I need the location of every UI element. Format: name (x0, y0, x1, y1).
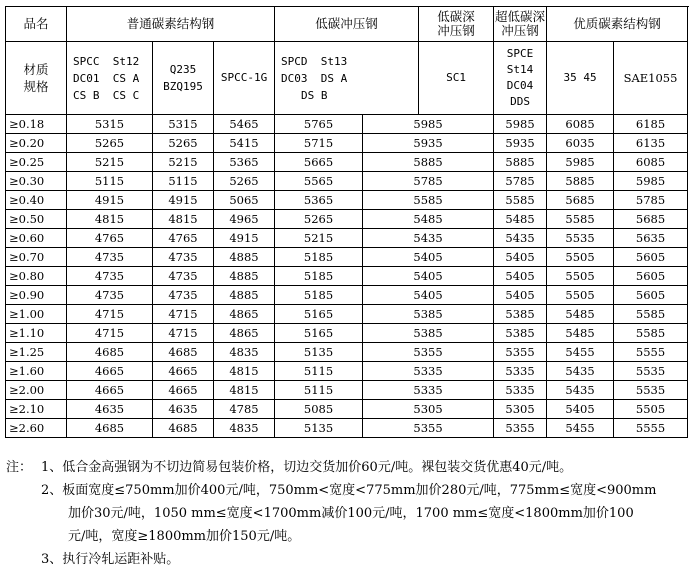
price-cell: 5315 (153, 115, 214, 134)
price-cell: 4685 (153, 419, 214, 438)
price-cell: 4815 (67, 210, 153, 229)
header-caizhi-guige: 材质 规格 (6, 42, 67, 115)
note-1 (6, 456, 690, 479)
row-grade: ≥1.60 (6, 362, 67, 381)
row-grade: ≥0.25 (6, 153, 67, 172)
price-cell: 5355 (494, 419, 547, 438)
price-cell: 5115 (275, 381, 363, 400)
price-cell: 5265 (67, 134, 153, 153)
price-cell: 5355 (363, 343, 494, 362)
price-cell: 5305 (494, 400, 547, 419)
price-cell: 5365 (275, 191, 363, 210)
price-cell: 4865 (214, 324, 275, 343)
price-cell: 5465 (214, 115, 275, 134)
price-cell: 5505 (614, 400, 688, 419)
price-cell: 4665 (67, 362, 153, 381)
header-group-common-carbon: 普通碳素结构钢 (67, 7, 275, 42)
row-grade: ≥2.00 (6, 381, 67, 400)
price-cell: 5765 (275, 115, 363, 134)
price-cell: 5685 (614, 210, 688, 229)
price-cell: 5585 (614, 324, 688, 343)
price-cell: 5585 (547, 210, 614, 229)
row-grade: ≥0.60 (6, 229, 67, 248)
note-3 (6, 548, 690, 571)
price-cell: 5585 (614, 305, 688, 324)
notes-section (6, 456, 690, 571)
price-cell: 4785 (214, 400, 275, 419)
price-cell: 5265 (275, 210, 363, 229)
price-cell: 5935 (363, 134, 494, 153)
price-cell: 4735 (153, 248, 214, 267)
price-cell: 5365 (214, 153, 275, 172)
header-pinming: 品名 (6, 7, 67, 42)
note-2-text-1: 2、板面宽度≤750mm加价400元/吨，750mm<宽度<775mm加价280元/吨，775mm≤宽度<900mm (41, 483, 657, 498)
material-spcd: SPCD St13 DC03 DS A DS B (275, 42, 419, 115)
table-row (6, 381, 688, 400)
price-cell: 5435 (363, 229, 494, 248)
table-row (6, 210, 688, 229)
price-cell: 5985 (363, 115, 494, 134)
material-spcc: SPCC St12 DC01 CS A CS B CS C (67, 42, 153, 115)
header-row-materials (6, 42, 688, 115)
header-row-groups (6, 7, 688, 42)
price-cell: 5265 (153, 134, 214, 153)
price-cell: 4915 (214, 229, 275, 248)
price-table (5, 6, 688, 438)
price-cell: 5935 (494, 134, 547, 153)
price-cell: 5505 (547, 267, 614, 286)
price-cell: 5455 (547, 343, 614, 362)
price-cell: 5405 (494, 267, 547, 286)
price-cell: 5405 (363, 248, 494, 267)
price-cell: 5215 (153, 153, 214, 172)
price-cell: 5785 (494, 172, 547, 191)
price-cell: 5355 (494, 343, 547, 362)
table-row (6, 115, 688, 134)
table-row (6, 172, 688, 191)
row-grade: ≥0.18 (6, 115, 67, 134)
price-cell: 5985 (547, 153, 614, 172)
row-grade: ≥0.50 (6, 210, 67, 229)
price-cell: 5785 (363, 172, 494, 191)
table-row (6, 419, 688, 438)
price-cell: 5585 (494, 191, 547, 210)
price-cell: 5115 (67, 172, 153, 191)
material-sc1: SC1 (419, 42, 494, 115)
price-cell: 5485 (547, 324, 614, 343)
price-cell: 5535 (547, 229, 614, 248)
price-cell: 5215 (275, 229, 363, 248)
price-cell: 4765 (67, 229, 153, 248)
price-cell: 4815 (153, 210, 214, 229)
price-cell: 5165 (275, 305, 363, 324)
note-2-line-1 (6, 479, 690, 502)
material-q235: Q235 BZQ195 (153, 42, 214, 115)
price-cell: 4885 (214, 267, 275, 286)
price-cell: 5985 (494, 115, 547, 134)
price-cell: 5385 (494, 305, 547, 324)
price-cell: 4735 (153, 267, 214, 286)
price-cell: 4835 (214, 419, 275, 438)
price-cell: 5485 (363, 210, 494, 229)
price-cell: 5185 (275, 267, 363, 286)
notes-label: 注： (6, 460, 33, 475)
price-cell: 5605 (614, 286, 688, 305)
row-grade: ≥2.10 (6, 400, 67, 419)
price-cell: 6035 (547, 134, 614, 153)
price-cell: 5115 (275, 362, 363, 381)
price-cell: 5385 (363, 305, 494, 324)
price-cell: 4635 (67, 400, 153, 419)
price-cell: 4685 (67, 343, 153, 362)
table-row (6, 324, 688, 343)
price-cell: 5405 (363, 286, 494, 305)
price-cell: 4665 (67, 381, 153, 400)
price-cell: 4735 (67, 267, 153, 286)
price-cell: 5315 (67, 115, 153, 134)
price-cell: 5405 (494, 248, 547, 267)
header-group-quality-carbon: 优质碳素结构钢 (547, 7, 688, 42)
price-cell: 5355 (363, 419, 494, 438)
header-group-ultra-low-carbon-deep: 超低碳深 冲压钢 (494, 7, 547, 42)
note-3-text: 3、执行冷轧运距补贴。 (41, 552, 180, 567)
price-cell: 5485 (494, 210, 547, 229)
price-cell: 4865 (214, 305, 275, 324)
row-grade: ≥0.40 (6, 191, 67, 210)
price-cell: 4765 (153, 229, 214, 248)
table-row (6, 362, 688, 381)
price-cell: 5405 (494, 286, 547, 305)
price-cell: 4665 (153, 362, 214, 381)
price-cell: 5265 (214, 172, 275, 191)
price-cell: 4685 (67, 419, 153, 438)
material-35-45: 35 45 (547, 42, 614, 115)
price-cell: 5635 (614, 229, 688, 248)
row-grade: ≥2.60 (6, 419, 67, 438)
price-cell: 4715 (153, 305, 214, 324)
table-row (6, 248, 688, 267)
price-cell: 5415 (214, 134, 275, 153)
price-cell: 5985 (614, 172, 688, 191)
row-grade: ≥0.20 (6, 134, 67, 153)
row-grade: ≥0.70 (6, 248, 67, 267)
price-cell: 5335 (363, 381, 494, 400)
price-cell: 5305 (363, 400, 494, 419)
price-cell: 4715 (153, 324, 214, 343)
price-cell: 5665 (275, 153, 363, 172)
note-2-line-3 (6, 525, 690, 548)
price-cell: 5885 (494, 153, 547, 172)
price-cell: 5485 (547, 305, 614, 324)
note-2-text-3: 元/吨，宽度≥1800mm加价150元/吨。 (68, 529, 301, 544)
price-cell: 5585 (363, 191, 494, 210)
price-cell: 4735 (67, 248, 153, 267)
row-grade: ≥1.00 (6, 305, 67, 324)
price-cell: 5405 (547, 400, 614, 419)
table-row (6, 134, 688, 153)
price-cell: 5715 (275, 134, 363, 153)
price-cell: 5165 (275, 324, 363, 343)
table-row (6, 153, 688, 172)
price-cell: 5065 (214, 191, 275, 210)
table-row (6, 191, 688, 210)
price-cell: 5885 (547, 172, 614, 191)
price-cell: 5455 (547, 419, 614, 438)
price-cell: 5505 (547, 286, 614, 305)
price-cell: 5185 (275, 248, 363, 267)
header-group-low-carbon-stamping: 低碳冲压钢 (275, 7, 419, 42)
material-spcc-1g: SPCC-1G (214, 42, 275, 115)
price-cell: 5185 (275, 286, 363, 305)
price-cell: 4815 (214, 362, 275, 381)
price-cell: 5115 (153, 172, 214, 191)
price-cell: 4885 (214, 286, 275, 305)
price-cell: 5335 (494, 381, 547, 400)
price-cell: 6185 (614, 115, 688, 134)
row-grade: ≥1.25 (6, 343, 67, 362)
price-cell: 5565 (275, 172, 363, 191)
price-cell: 4715 (67, 324, 153, 343)
table-row (6, 305, 688, 324)
note-1-text: 1、低合金高强钢为不切边简易包装价格，切边交货加价60元/吨。裸包装交货优惠40元/吨。 (41, 460, 573, 475)
price-cell: 4835 (214, 343, 275, 362)
row-grade: ≥0.30 (6, 172, 67, 191)
price-cell: 5885 (363, 153, 494, 172)
price-cell: 5535 (614, 362, 688, 381)
price-cell: 4915 (153, 191, 214, 210)
price-cell: 5555 (614, 419, 688, 438)
price-cell: 4635 (153, 400, 214, 419)
material-spce: SPCE St14 DC04 DDS (494, 42, 547, 115)
note-2-line-2 (6, 502, 690, 525)
price-cell: 5385 (494, 324, 547, 343)
price-cell: 4815 (214, 381, 275, 400)
price-cell: 5435 (547, 362, 614, 381)
price-cell: 5085 (275, 400, 363, 419)
price-cell: 6085 (614, 153, 688, 172)
note-2-text-2: 加价30元/吨，1050 mm≤宽度<1700mm减价100元/吨，1700 mm≤宽度<1800mm加价100 (68, 506, 634, 521)
price-cell: 4915 (67, 191, 153, 210)
price-cell: 5605 (614, 267, 688, 286)
price-cell: 5685 (547, 191, 614, 210)
row-grade: ≥0.80 (6, 267, 67, 286)
price-cell: 5555 (614, 343, 688, 362)
row-grade: ≥1.10 (6, 324, 67, 343)
price-cell: 4735 (153, 286, 214, 305)
table-row (6, 400, 688, 419)
price-cell: 5385 (363, 324, 494, 343)
price-cell: 5335 (363, 362, 494, 381)
price-cell: 4665 (153, 381, 214, 400)
price-cell: 5135 (275, 343, 363, 362)
price-cell: 5605 (614, 248, 688, 267)
price-cell: 6085 (547, 115, 614, 134)
table-row (6, 343, 688, 362)
price-cell: 5535 (614, 381, 688, 400)
price-cell: 5135 (275, 419, 363, 438)
price-cell: 4715 (67, 305, 153, 324)
price-cell: 4965 (214, 210, 275, 229)
price-cell: 6135 (614, 134, 688, 153)
table-row (6, 286, 688, 305)
price-cell: 5505 (547, 248, 614, 267)
table-row (6, 229, 688, 248)
row-grade: ≥0.90 (6, 286, 67, 305)
price-cell: 5215 (67, 153, 153, 172)
price-cell: 5435 (494, 229, 547, 248)
price-cell: 5435 (547, 381, 614, 400)
price-cell: 4885 (214, 248, 275, 267)
header-group-low-carbon-deep: 低碳深 冲压钢 (419, 7, 494, 42)
price-cell: 5785 (614, 191, 688, 210)
price-cell: 4685 (153, 343, 214, 362)
price-cell: 5335 (494, 362, 547, 381)
price-cell: 5405 (363, 267, 494, 286)
table-row (6, 267, 688, 286)
price-cell: 4735 (67, 286, 153, 305)
material-sae1055: SAE1055 (614, 42, 688, 115)
